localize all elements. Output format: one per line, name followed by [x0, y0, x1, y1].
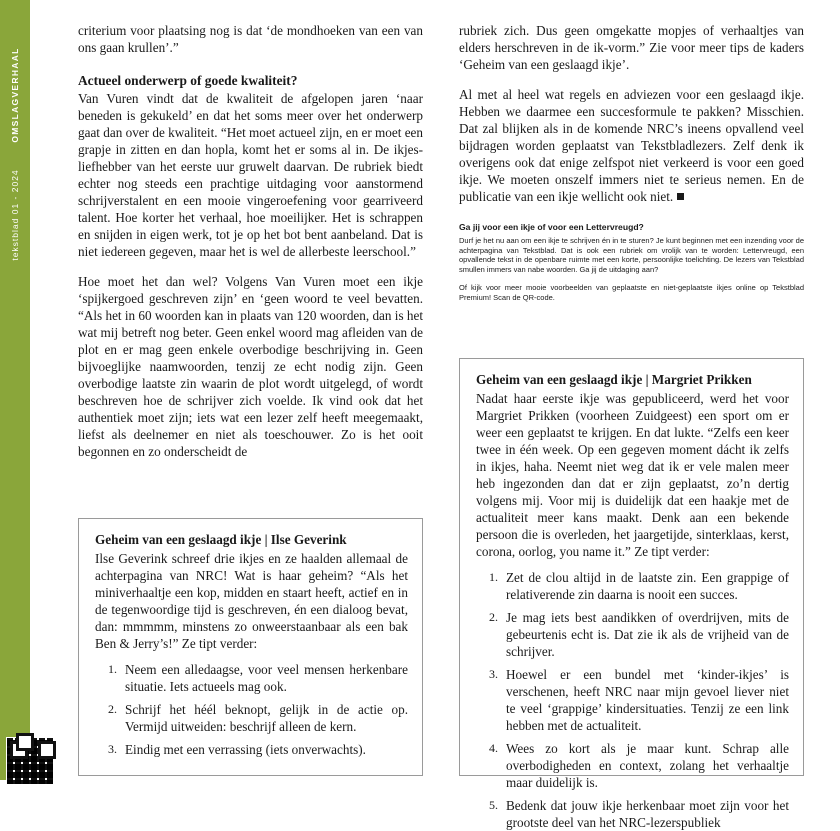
callout-footer: Of kijk voor meer mooie voorbeelden van geplaatste en niet-geplaatste ikjes online op Tekstblad Premium! Scan de QR-code. — [459, 283, 804, 302]
callout-lettervreugd — [459, 222, 804, 303]
list-item-number: 3. — [108, 742, 117, 756]
tipbox-ilse-geverink — [78, 518, 423, 776]
list-item-text: Schrijf het héél beknopt, gelijk in de actie op. Vermijd uitweiden: beschrijf alleen de kern. — [125, 702, 408, 734]
rail-bottom-spacer — [0, 780, 30, 815]
rail-section-label: OMSLAGVERHAAL — [10, 47, 20, 143]
tipbox-tip-list — [476, 569, 789, 831]
list-item — [489, 797, 789, 831]
list-item-number: 2. — [108, 702, 117, 716]
tipbox-intro: Nadat haar eerste ikje was gepubliceerd, werd het voor Margriet Prikken (voorheen Zuidgeest) een sport om er weer een geplaatst te krijgen. En dat lukte. “Zelfs een keer twee in één week. Op een gegeven moment dácht ik zelfs in ikjes, haha. Neemt niet weg dat ik er vele malen meer heb ingezonden dan dat er zijn geplaatst, zo’n dertig volgens mij. Voor mij is duidelijk dat een haakje met de actualiteit meer kans maakt. Denk aan een bekende persoon die is overleden, het jaargetijde, sinterklaas, kerst, corona, oorlog, you name it.” Ze tipt verder: — [476, 391, 789, 559]
tipbox-title: Geheim van een geslaagd ikje | Margriet Prikken — [476, 372, 752, 387]
list-item — [489, 666, 789, 734]
rail-issue-label: tekstblad 01 - 2024 — [10, 169, 20, 261]
tipbox-margriet-prikken — [459, 358, 804, 830]
list-item — [489, 609, 789, 660]
list-item-text: Hoewel er een bundel met ‘kinder-ikjes’ is verschenen, heeft NRC naar mijn gevoel liever niet te veel ‘grappige’ kindersituaties. Tenzij ze een link hebben met de actualiteit. — [506, 667, 789, 733]
right-text-column — [459, 22, 804, 303]
list-item-text: Wees zo kort als je maar kunt. Schrap alle overbodigheden en context, zolang het verhaaltje maar duidelijk is. — [506, 741, 789, 790]
subheading: Actueel onderwerp of goede kwaliteit? — [78, 73, 298, 88]
rail-color-block — [0, 0, 30, 780]
list-item — [108, 741, 408, 758]
callout-title: Ga jij voor een ikje of voor een Lettervreugd? — [459, 222, 644, 232]
page-content — [78, 22, 820, 830]
list-item-text: Eindig met een verrassing (iets onverwachts). — [125, 742, 366, 757]
list-item-text: Bedenk dat jouw ikje herkenbaar moet zijn voor het grootste deel van het NRC-lezerspubliek — [506, 798, 789, 830]
paragraph: Van Vuren vindt dat de kwaliteit de afgelopen jaren ‘naar beneden is gekukeld’ en dat het soms meer over het onderwerp gaat dan over de kwaliteit. “Het moet actueel zijn, en er moet een grapje in zitten en dan hopla, komt het er soms al in. De ikjes-liefhebber van het eerste uur gruwelt daarvan. De rubriek biedt echter nog steeds een prachtige uitdaging voor aanstormend schrijverstalent en een mooie vingeroefening voor gearriveerd talent. Hoe korter het verhaal, hoe moeilijker. Het is schrappen en snijden in eigen werk, tot je op het bot bent aanbeland. Dat is niet iedereen gegeven, maar het is wel de allerbeste leerschool.” — [78, 91, 423, 259]
list-item-text: Zet de clou altijd in de laatste zin. Een grappige of relativerende zin daarna is nooit een succes. — [506, 570, 789, 602]
tipbox-title: Geheim van een geslaagd ikje | Ilse Geverink — [95, 532, 347, 547]
list-item-number: 3. — [489, 667, 498, 681]
list-item-number: 5. — [489, 798, 498, 812]
left-text-column — [78, 22, 423, 460]
list-item — [489, 740, 789, 791]
list-item — [108, 701, 408, 735]
qr-code-icon[interactable] — [6, 737, 54, 785]
callout-body: Durf je het nu aan om een ikje te schrijven én in te sturen? Je kunt beginnen met een inzending voor de achterpagina van Tekstblad. Dat is ook een rubriek om vrolijk van te worden: Lettervreugd, een opvallende tekst in de openbare ruimte met een korte, persoonlijke toelichting. De lezers van Tekstblad smullen immers van nabe woorden. Ga jij de uitdaging aan? — [459, 236, 804, 274]
list-item-text: Neem een alledaagse, voor veel mensen herkenbare situatie. Iets actueels mag ook. — [125, 662, 408, 694]
section-rail — [0, 0, 30, 815]
paragraph — [459, 86, 804, 205]
list-item — [489, 569, 789, 603]
list-item-number: 1. — [108, 662, 117, 676]
list-item — [108, 661, 408, 695]
paragraph: rubriek zich. Dus geen omgekatte mopjes of verhaaltjes van elders herschreven in de ik-vorm.” Zie voor meer tips de kaders ‘Geheim van een geslaagd ikje’. — [459, 23, 804, 72]
paragraph: Hoe moet het dan wel? Volgens Van Vuren moet een ikje ‘spijkergoed geschreven zijn’ en ‘geen woord te veel bevatten. “Als het in 60 woorden kan in plaats van 120 woorden, dan is het wat mij betreft nog beter. Geen enkel woord mag afleiden van de plot en er mag geen enkele overbodige beschrijving in. Geen bijvoeglijke naamwoorden, tenzij ze echt nodig zijn. Geen overbodige laatste zin waarin de plot wordt uitgelegd, of wordt beschreven hoe de schrijver zich voelde. Ik vind ook dat het authentiek moet zijn; iets wat een lezer zelf heeft meegemaakt, liefst als deelnemer en niet als toeschouwer. Zo is het ooit begonnen en zo onderscheidt de — [78, 274, 423, 459]
list-item-number: 4. — [489, 741, 498, 755]
end-of-article-mark — [677, 193, 684, 200]
list-item-text: Je mag iets best aandikken of overdrijven, mits de gebeurtenis echt is. Dat zie ik als de vrijheid van de schrijver. — [506, 610, 789, 659]
tipbox-tip-list — [95, 661, 408, 758]
tipbox-intro: Ilse Geverink schreef drie ikjes en ze haalden allemaal de achterpagina van NRC! Wat is haar geheim? “Als het miniverhaaltje een kop, midden en staart heeft, actief en in de tegenwoordige tijd is geschreven, én een dialoog bevat, dan: mmmmm, minstens zo onweerstaanbaar als een bak Ben & Jerry’s!” Ze tipt verder: — [95, 551, 408, 651]
paragraph-text: Al met al heel wat regels en adviezen voor een geslaagd ikje. Hebben we daarmee een succesformule te pakken? Misschien. Dat zal blijken als in de komende NRC’s ineens opvallend veel bijdragen worden geplaatst van Tekstbladlezers. Zelf denk ik overigens ook dat enige zelfspot niet verkeerd is voor een goed ikje. We moeten onszelf immers niet te serieus nemen. En de publicatie van een ikje wellicht ook niet. — [459, 87, 804, 204]
list-item-number: 2. — [489, 610, 498, 624]
list-item-number: 1. — [489, 570, 498, 584]
paragraph: criterium voor plaatsing nog is dat ‘de mondhoeken van een van ons gaan krullen’.” — [78, 23, 423, 55]
